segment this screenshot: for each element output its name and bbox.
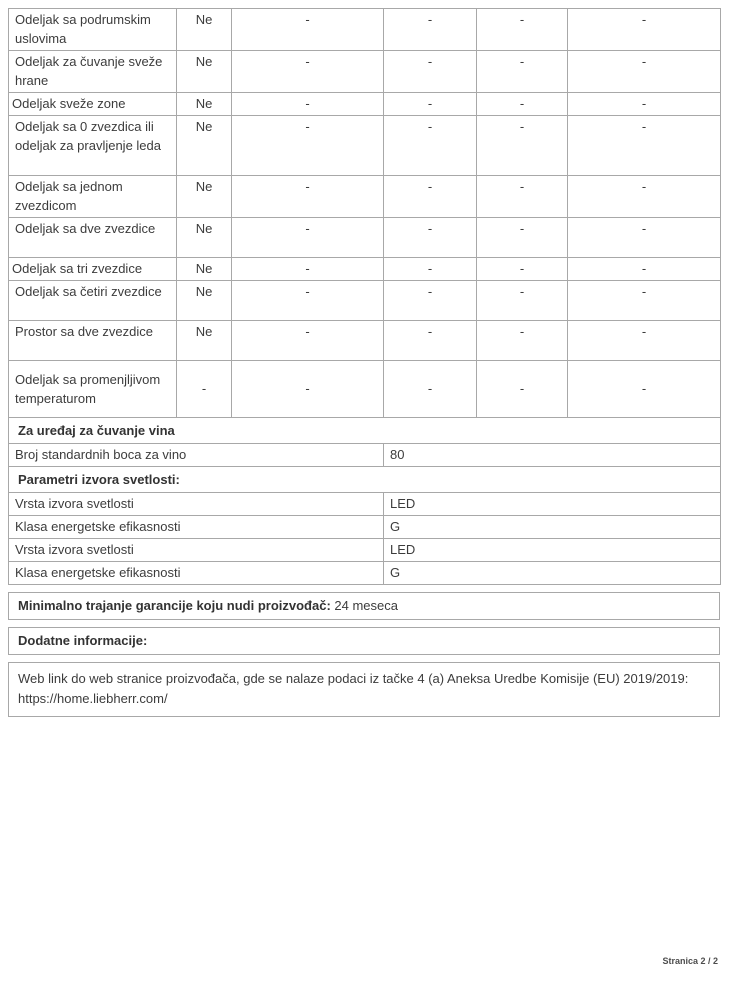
dash-cell: - [384, 93, 477, 116]
dash-cell: - [232, 9, 384, 51]
dash-cell: - [384, 176, 477, 218]
table-row [9, 493, 721, 516]
dash-cell: - [568, 321, 721, 361]
section-header-row [9, 418, 721, 444]
dash-cell: - [477, 258, 568, 281]
table-row [9, 444, 721, 467]
product-fiche-table [8, 8, 721, 585]
dash-cell: - [477, 281, 568, 321]
table-row [9, 321, 721, 361]
compartment-label: Odeljak za čuvanje sveže hrane [9, 51, 177, 93]
web-link-intro: Web link do web stranice proizvođača, gde se nalaze podaci iz tačke 4 (a) Aneksa Uredbe Komisije (EU) 2019/2019: [18, 671, 696, 686]
additional-info-header-box [8, 627, 720, 655]
row-label: Vrsta izvora svetlosti [9, 493, 384, 516]
dash-cell: - [384, 9, 477, 51]
row-value: G [384, 562, 721, 585]
dash-cell: - [384, 116, 477, 176]
dash-cell: - [477, 116, 568, 176]
status-cell: Ne [177, 176, 232, 218]
status-cell: - [177, 361, 232, 418]
table-row [9, 562, 721, 585]
compartment-label: Odeljak sa dve zvezdice [9, 218, 177, 258]
table-row [9, 9, 721, 51]
dash-cell: - [568, 218, 721, 258]
warranty-box [8, 592, 720, 620]
compartment-label: Odeljak sa tri zvezdice [9, 258, 177, 281]
status-cell: Ne [177, 93, 232, 116]
table-row [9, 281, 721, 321]
row-value: 80 [384, 444, 721, 467]
compartment-label: Odeljak sa četiri zvezdice [9, 281, 177, 321]
table-row [9, 218, 721, 258]
status-cell: Ne [177, 51, 232, 93]
warranty-value: 24 meseca [334, 598, 398, 613]
dash-cell: - [232, 51, 384, 93]
warranty-label: Minimalno trajanje garancije koju nudi proizvođač: [18, 598, 331, 613]
table-row [9, 93, 721, 116]
table-row [9, 176, 721, 218]
light-section-header: Parametri izvora svetlosti: [9, 467, 721, 493]
status-cell: Ne [177, 116, 232, 176]
manufacturer-url[interactable]: https://home.liebherr.com/ [18, 691, 168, 706]
dash-cell: - [232, 258, 384, 281]
dash-cell: - [384, 361, 477, 418]
table-row [9, 258, 721, 281]
table-row [9, 361, 721, 418]
status-cell: Ne [177, 258, 232, 281]
status-cell: Ne [177, 218, 232, 258]
compartment-label: Odeljak sa jednom zvezdicom [9, 176, 177, 218]
dash-cell: - [568, 258, 721, 281]
dash-cell: - [568, 9, 721, 51]
table-row [9, 539, 721, 562]
dash-cell: - [384, 51, 477, 93]
table-row [9, 516, 721, 539]
dash-cell: - [477, 93, 568, 116]
dash-cell: - [568, 281, 721, 321]
row-value: LED [384, 493, 721, 516]
dash-cell: - [384, 281, 477, 321]
row-value: LED [384, 539, 721, 562]
dash-cell: - [477, 321, 568, 361]
dash-cell: - [568, 93, 721, 116]
status-cell: Ne [177, 321, 232, 361]
compartment-label: Odeljak sa podrumskim uslovima [9, 9, 177, 51]
dash-cell: - [384, 321, 477, 361]
page-number: Stranica 2 / 2 [662, 956, 718, 966]
table-row [9, 116, 721, 176]
dash-cell: - [477, 218, 568, 258]
row-label: Vrsta izvora svetlosti [9, 539, 384, 562]
dash-cell: - [232, 176, 384, 218]
row-value: G [384, 516, 721, 539]
dash-cell: - [384, 218, 477, 258]
status-cell: Ne [177, 281, 232, 321]
dash-cell: - [568, 361, 721, 418]
wine-section-header: Za uređaj za čuvanje vina [9, 418, 721, 444]
dash-cell: - [232, 281, 384, 321]
status-cell: Ne [177, 9, 232, 51]
web-link-box [8, 662, 720, 717]
table-row [9, 51, 721, 93]
dash-cell: - [477, 9, 568, 51]
product-fiche [8, 8, 720, 717]
row-label: Broj standardnih boca za vino [9, 444, 384, 467]
dash-cell: - [232, 361, 384, 418]
compartment-label: Odeljak sveže zone [9, 93, 177, 116]
dash-cell: - [232, 93, 384, 116]
compartment-label: Odeljak sa promenjljivom temperaturom [9, 361, 177, 418]
compartment-label: Odeljak sa 0 zvezdica ili odeljak za pravljenje leda [9, 116, 177, 176]
row-label: Klasa energetske efikasnosti [9, 562, 384, 585]
row-label: Klasa energetske efikasnosti [9, 516, 384, 539]
section-header-row [9, 467, 721, 493]
dash-cell: - [232, 321, 384, 361]
additional-info-header: Dodatne informacije: [18, 633, 148, 648]
compartment-label: Prostor sa dve zvezdice [9, 321, 177, 361]
dash-cell: - [384, 258, 477, 281]
dash-cell: - [477, 176, 568, 218]
dash-cell: - [477, 51, 568, 93]
dash-cell: - [232, 116, 384, 176]
dash-cell: - [232, 218, 384, 258]
dash-cell: - [568, 51, 721, 93]
dash-cell: - [568, 116, 721, 176]
dash-cell: - [568, 176, 721, 218]
dash-cell: - [477, 361, 568, 418]
